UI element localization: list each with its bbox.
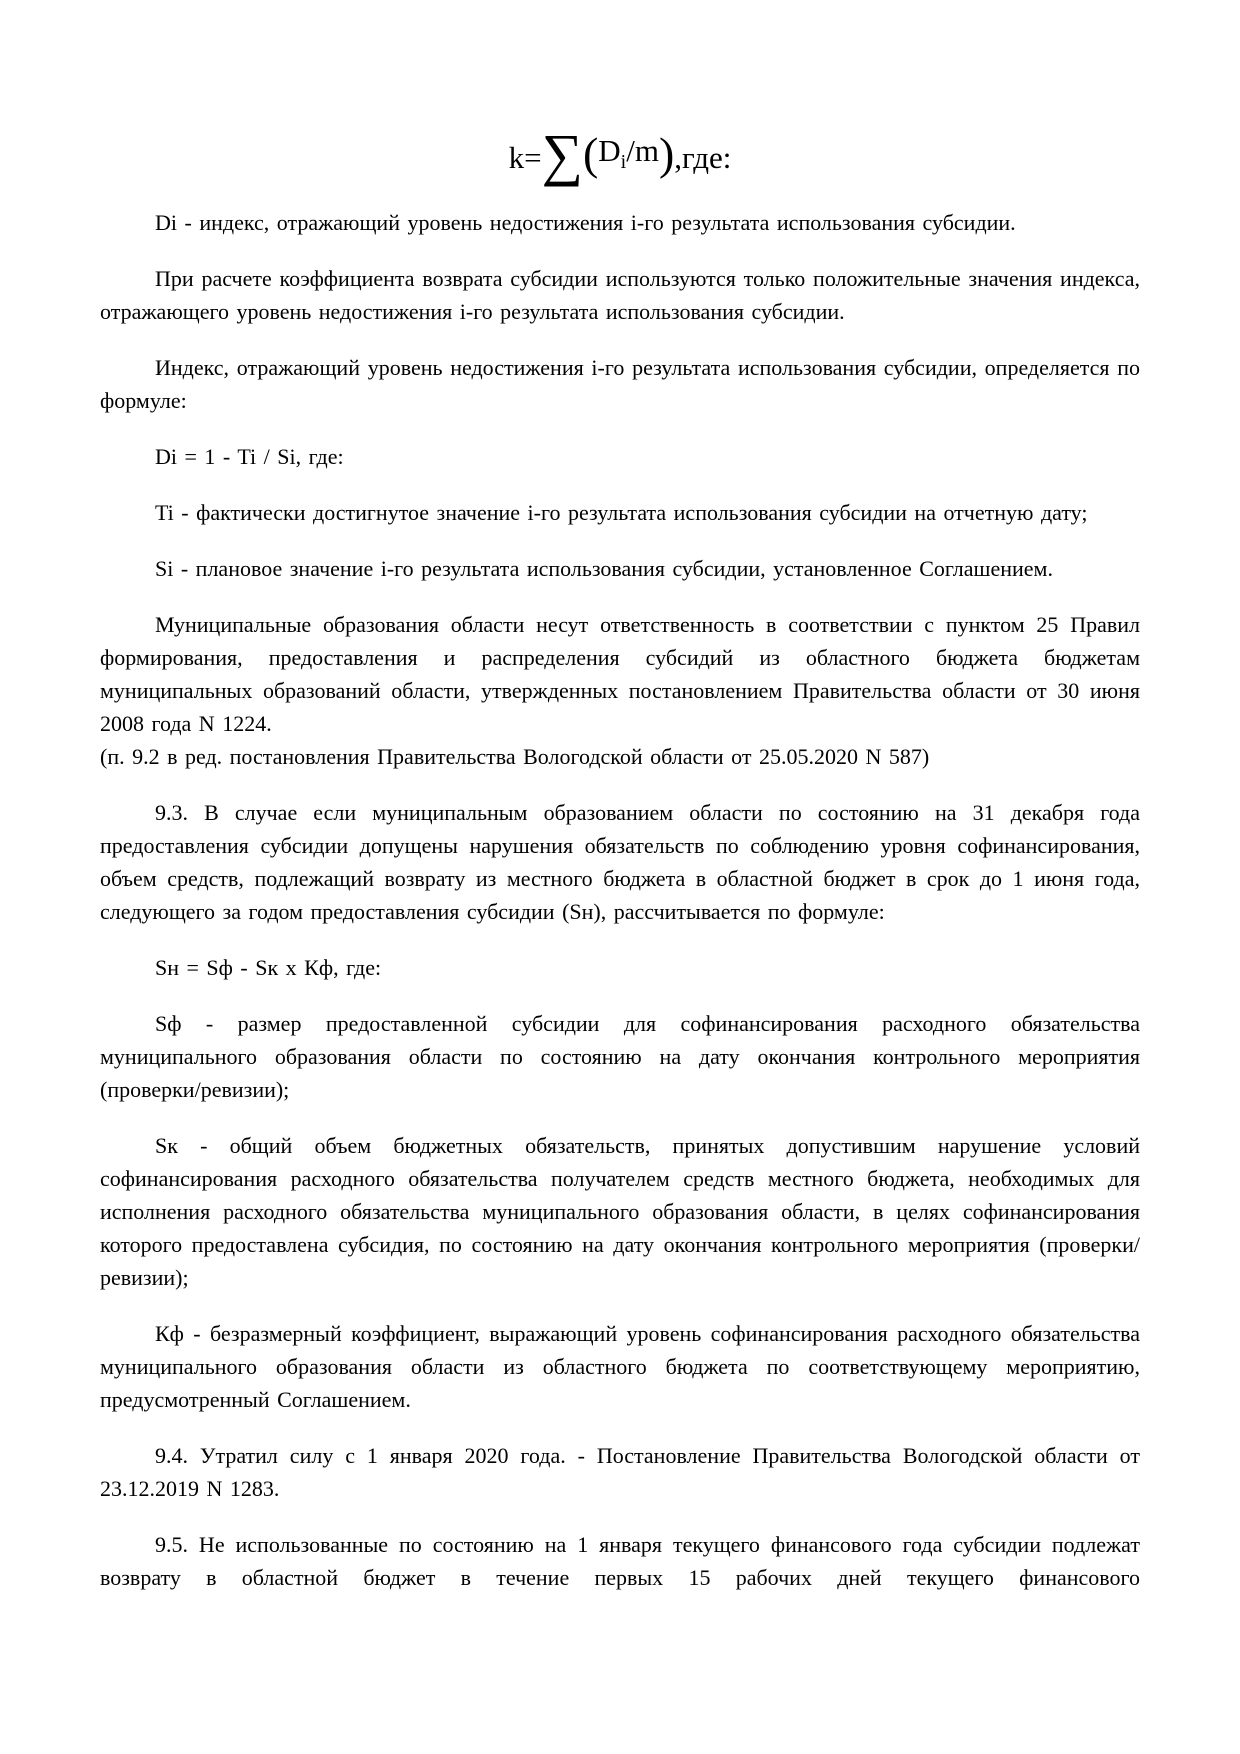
paragraph-9-3: 9.3. В случае если муниципальным образованием области по состоянию на 31 декабря года предоставления субсидии допущены нарушения обязательств по соблюдению уровня софинансирования, объем средств, подлежащий возврату из местного бюджета в областной бюджет в срок до 1 июня года, следующего за годом предоставления субсидии (Sн), рассчитывается по формуле: xyxy=(100,800,1140,924)
formula-open-paren: ( xyxy=(582,128,599,179)
formula-variable: D xyxy=(598,133,621,169)
summation-formula xyxy=(100,116,1140,192)
formula-sn-line: Sн = Sф - Sк x Кф, где: xyxy=(155,955,382,980)
paragraph-coefficient-calculation-note: При расчете коэффициента возврата субсидии используются только положительные значения индекса, отражающего уровень недостижения i-го результата использования субсидии. xyxy=(100,266,1140,324)
formula-term xyxy=(598,134,659,179)
paragraph-9-5: 9.5. Не использованные по состоянию на 1 января текущего финансового года субсидии подлежат возврату в областной бюджет в течение первых 15 рабочих дней текущего финансового xyxy=(100,1532,1140,1590)
paragraph-9-4: 9.4. Утратил силу с 1 января 2020 года. - Постановление Правительства Вологодской области от 23.12.2019 N 1283. xyxy=(100,1443,1140,1501)
formula-sigma: ∑ xyxy=(541,122,583,187)
formula-where-label: ,где: xyxy=(674,139,732,175)
paragraph-index-formula-intro: Индекс, отражающий уровень недостижения i-го результата использования субсидии, определяется по формуле: xyxy=(100,355,1140,413)
formula-subscript: i xyxy=(620,151,627,174)
formula-lhs: k= xyxy=(508,139,542,175)
paragraph-kf-definition: Кф - безразмерный коэффициент, выражающий уровень софинансирования расходного обязательства муниципального образования области из областного бюджета по соответствующему мероприятию, предусмотренный Соглашением. xyxy=(100,1321,1140,1412)
paragraph-sk-definition: Sк - общий объем бюджетных обязательств, принятых допустившим нарушение условий софинансирования расходного обязательства получателем средств местного бюджета, необходимых для исполнения расходного обязательства муниципального образования области, в целях софинансирования которого предоставлена субсидия, по состоянию на дату окончания контрольного мероприятия (проверки/ревизии); xyxy=(100,1133,1140,1290)
paragraph-edition-note-9-2: (п. 9.2 в ред. постановления Правительства Вологодской области от 25.05.2020 N 587) xyxy=(100,744,930,769)
formula-divisor: /m xyxy=(626,133,659,169)
paragraph-municipal-responsibility: Муниципальные образования области несут ответственность в соответствии с пунктом 25 Правил формирования, предоставления и распределения субсидий из областного бюджета бюджетам муниципальных образований области, утвержденных постановлением Правительства области от 30 июня 2008 года N 1224. xyxy=(100,612,1140,736)
paragraph-si-definition: Si - плановое значение i-го результата использования субсидии, установленное Соглашением. xyxy=(155,556,1053,581)
paragraph-sf-definition: Sф - размер предоставленной субсидии для софинансирования расходного обязательства муниципального образования области по состоянию на дату окончания контрольного мероприятия (проверки/ревизии); xyxy=(100,1011,1140,1102)
formula-di-line: Di = 1 - Ti / Si, где: xyxy=(155,444,344,469)
formula-close-paren: ) xyxy=(658,128,675,179)
paragraph-di-definition: Di - индекс, отражающий уровень недостижения i-го результата использования субсидии. xyxy=(155,210,1016,235)
paragraph-ti-definition: Ti - фактически достигнутое значение i-го результата использования субсидии на отчетную дату; xyxy=(155,500,1088,525)
